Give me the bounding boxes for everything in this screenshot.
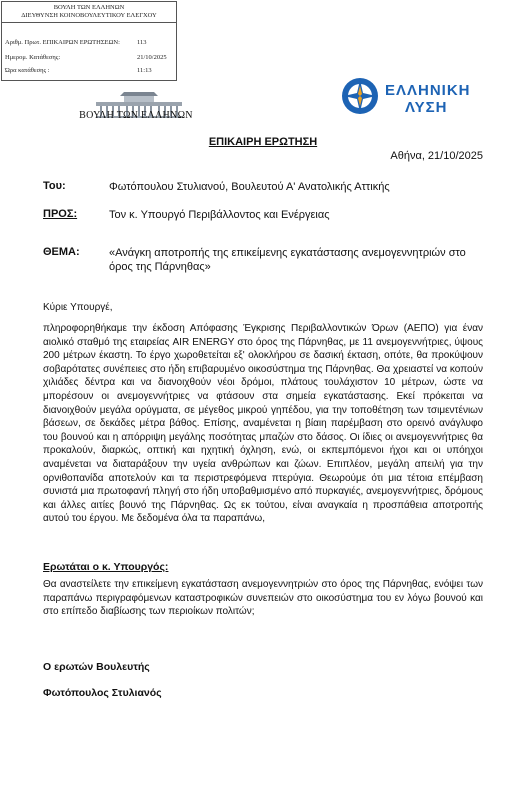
stamp-row-time xyxy=(5,66,173,76)
stamp-row-value: 21/10/2025 xyxy=(137,54,167,61)
stamp-line2: ΔΙΕΥΘΥΝΣΗ ΚΟΙΝΟΒΟΥΛΕΥΤΙΚΟΥ ΕΛΕΓΧΟΥ xyxy=(21,12,157,19)
stamp-line1: ΒΟΥΛΗ ΤΩΝ ΕΛΛΗΝΩΝ xyxy=(53,4,125,11)
stamp-row-value: 113 xyxy=(137,39,147,46)
stamp-row-label: Ώρα κατάθεσης : xyxy=(5,67,50,74)
document-date: Αθήνα, 21/10/2025 xyxy=(390,150,483,162)
stamp-row-label: Ημερομ. Κατάθεσης: xyxy=(5,54,61,61)
stamp-row-protocol xyxy=(5,38,173,48)
subject-label: ΘΕΜΑ: xyxy=(43,246,80,258)
greeting: Κύριε Υπουργέ, xyxy=(43,302,113,313)
to-value: Τον κ. Υπουργό Περιβάλλοντος και Ενέργειας xyxy=(109,209,330,221)
stamp-row-date xyxy=(5,53,173,63)
signature-label: Ο ερωτών Βουλευτής xyxy=(43,661,150,673)
party-logo-line1: ΕΛΛΗΝΙΚΗ xyxy=(385,82,471,99)
document-title: ΕΠΙΚΑΙΡΗ ΕΡΩΤΗΣΗ xyxy=(208,136,318,148)
body-paragraph: πληροφορηθήκαμε την έκδοση Απόφασης Έγκρισης Περιβαλλοντικών Όρων (ΑΕΠΟ) για έναν αιολικό σταθμό της εταιρείας AIR ENERGY στο όρος της Πάρνηθας, με 11 ανεμογεννήτριες, ύψους 200 μέτρων έκαστη. Το έργο χωροθετείται εξ' ολοκλήρου σε δασική έκταση, οπότε, θα προκύψουν σοβαρότατες συνέπειες στο ήδη επιβαρυμένο οικοσύστημα της Πάρνηθας. Θα χρειαστεί να κοπούν χιλιάδες δέντρα και να διανοιχθούν νέοι δρόμοι, πλάτους τουλάχιστον 10 μέτρων, ώστε να μπορέσουν οι ανεμογεννήτριες να φτάσουν στα σημεία εγκατάστασης. Εκεί πρόκειται να διανοιχθούν μεγάλα ορύγματα, σε μέγεθος μικρού γηπέδου, για την τοποθέτηση των τσιμεντένιων βάσεων, σε δεκάδες μέτρα βάθος. Επίσης, αναμένεται η βίαιη παρέμβαση στο ορεινό ανάγλυφο του βουνού και η απόρριψη μεγάλης ποσότητας μπαζών στο δάσος. Οι ίδιες οι ανεμογεννήτριες θα προκαλούν, διαρκώς, οπτική και ηχητική όχληση, ενώ, οι εκπεμπόμενοι ήχοι και οι υπόηχοι αναμένεται να διαταράξουν την υγεία ανθρώπων και ζώων. Επιπλέον, μεγάλη απειλή για την ορνιθοπανίδα αποτελούν και τα περιστρεφόμενα πτερύγια. Θεωρούμε ότι μια τέτοια επέμβαση συνιστά μια πρωτοφανή πληγή στο ήδη υποβαθμισμένο από πυρκαγιές, ανεμογεννήτριες, δρόμους και άλλες αιτίες βουνό της Πάρνηθας. Ως εκ τούτου, είναι αναγκαία η προσπάθεια αποτροπής αυτού του έργου. Με δεδομένα όλα τα παραπάνω, xyxy=(43,323,483,525)
question-heading: Ερωτάται ο κ. Υπουργός: xyxy=(43,561,169,573)
signature-name: Φωτόπουλος Στυλιανός xyxy=(43,687,162,699)
subject-value: «Ανάγκη αποτροπής της επικείμενης εγκατάστασης ανεμογεννητριών στο όρος της Πάρνηθας» xyxy=(109,247,466,273)
stamp-row-label: Αριθμ. Πρωτ. ΕΠΙΚΑΙΡΩΝ ΕΡΩΤΗΣΕΩΝ: xyxy=(5,39,120,46)
stamp-header xyxy=(2,2,176,23)
party-logo-line2: ΛΥΣΗ xyxy=(405,99,448,116)
to-label: ΠΡΟΣ: xyxy=(43,208,78,220)
parliament-caption: ΒΟΥΛΗ ΤΩΝ ΕΛΛΗΝΩΝ xyxy=(79,110,193,121)
parliament-stamp xyxy=(1,1,177,81)
from-value: Φωτόπουλου Στυλιανού, Βουλευτού Α' Ανατολικής Αττικής xyxy=(109,181,390,193)
from-label: Του: xyxy=(43,180,66,192)
question-text: Θα αναστείλετε την επικείμενη εγκατάσταση ανεμογεννητριών στο όρος της Πάρνηθας, ενόψει των παραπάνω περιγραφόμενων καταστροφικών συνεπειών στο οικοσύστημα του εν λόγω βουνού και στο επίπεδο διαβίωσης των περιοίκων πολιτών; xyxy=(43,579,483,618)
stamp-row-value: 11:13 xyxy=(137,67,152,74)
